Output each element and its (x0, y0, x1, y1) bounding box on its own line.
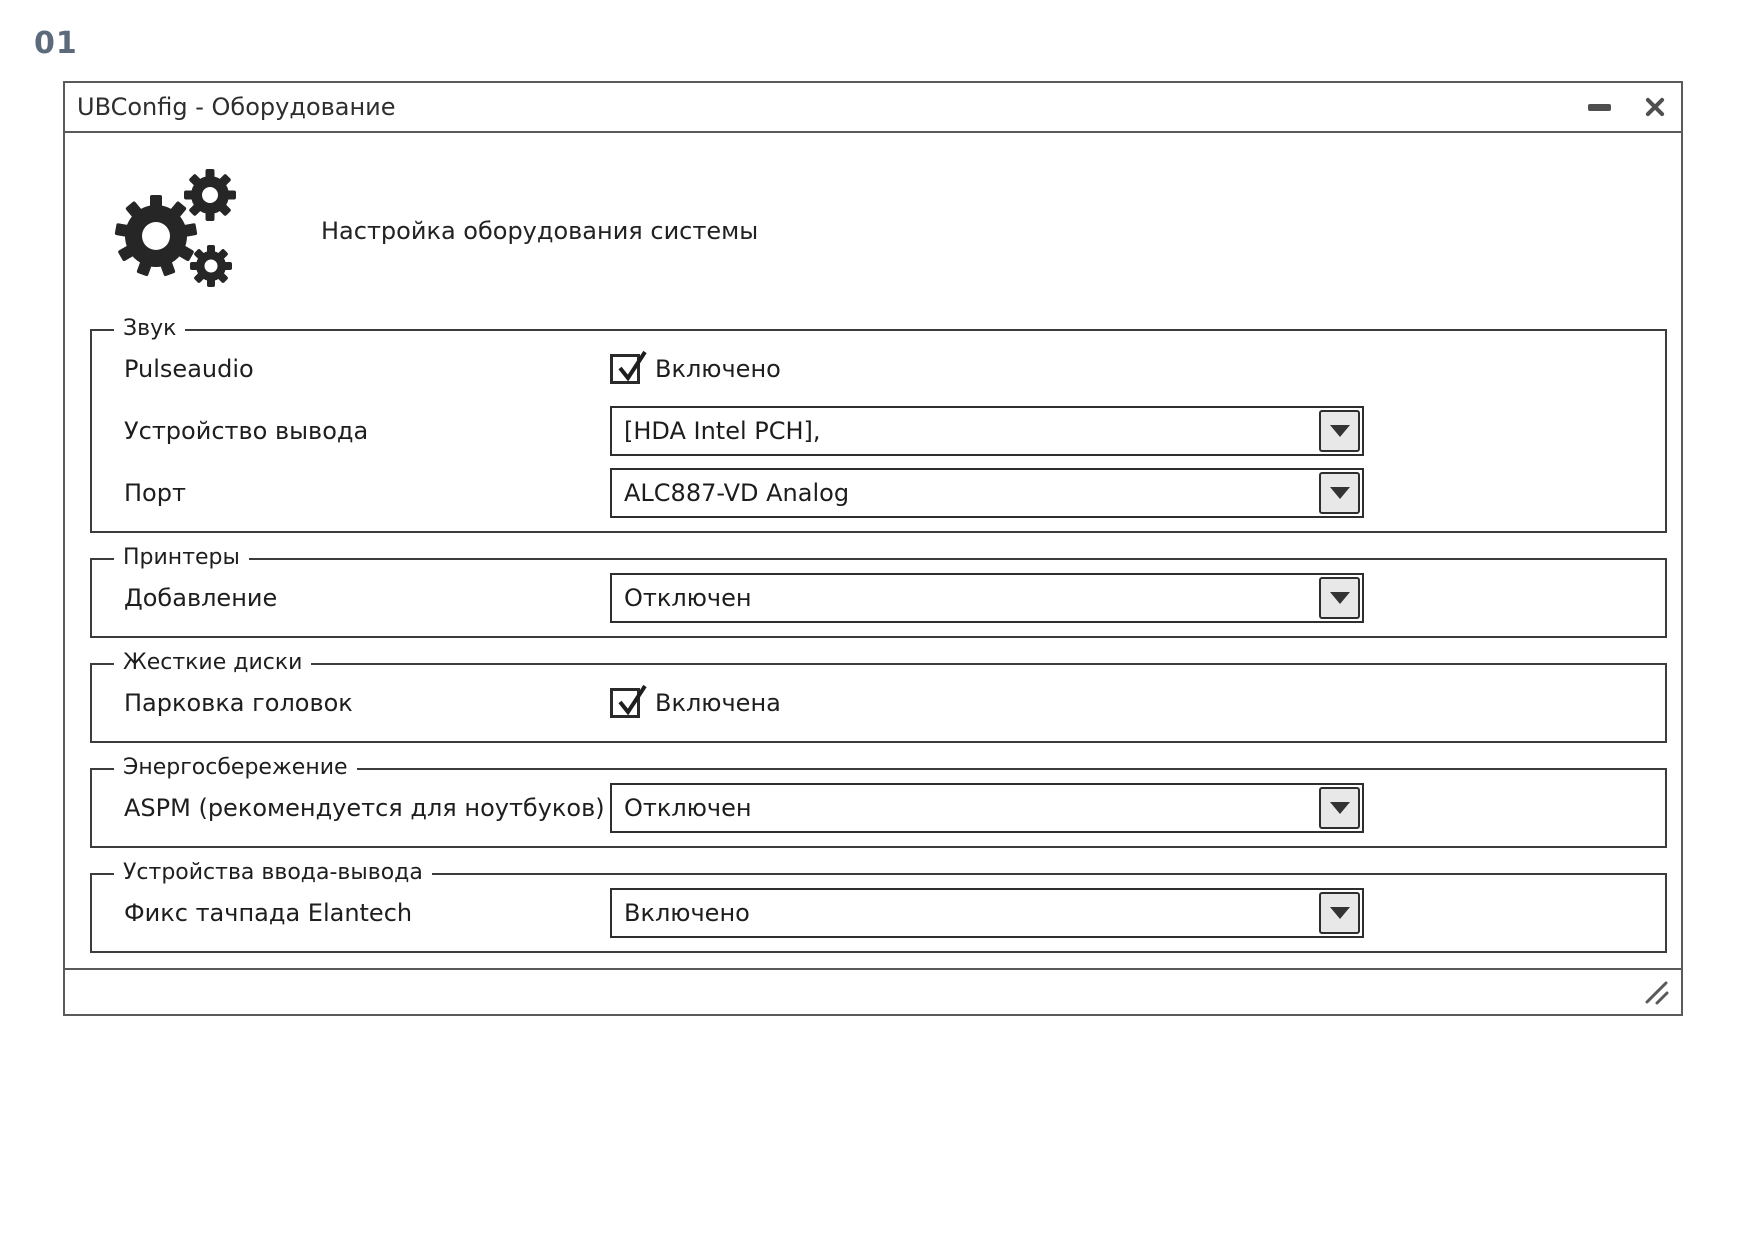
app-window (63, 81, 1683, 1016)
field-label: Фикс тачпада Elantech (124, 899, 413, 927)
dropdown-arrow-button[interactable] (1319, 892, 1360, 934)
group-legend: Принтеры (114, 545, 249, 570)
group-legend: Энергосбережение (114, 755, 357, 780)
dropdown-arrow-button[interactable] (1319, 410, 1360, 452)
group-legend: Устройства ввода-вывода (114, 860, 432, 885)
hero-caption: Настройка оборудования системы (321, 217, 759, 245)
dropdown-value: Отключен (624, 794, 752, 822)
chevron-down-icon (1330, 487, 1350, 499)
chevron-down-icon (1330, 592, 1350, 604)
field-label: Добавление (124, 584, 278, 612)
dropdown[interactable] (610, 573, 1364, 623)
field-label: Парковка головок (124, 689, 353, 717)
close-icon (1644, 96, 1666, 118)
dropdown-value: ALC887-VD Analog (624, 479, 850, 507)
window-title: UBConfig - Оборудование (77, 93, 396, 121)
field-label: Порт (124, 479, 186, 507)
dropdown-arrow-button[interactable] (1319, 472, 1360, 514)
checkbox-label: Включено (655, 355, 781, 383)
dropdown[interactable] (610, 783, 1364, 833)
settings-group (90, 316, 1667, 533)
checkbox[interactable] (610, 354, 640, 384)
checkbox[interactable] (610, 688, 640, 718)
dropdown[interactable] (610, 888, 1364, 938)
dropdown-arrow-button[interactable] (1319, 577, 1360, 619)
group-legend: Жесткие диски (114, 650, 311, 675)
minimize-icon (1588, 104, 1611, 111)
gears-icon (107, 160, 247, 302)
dropdown-value: Отключен (624, 584, 752, 612)
field-label: Pulseaudio (124, 355, 254, 383)
settings-groups (65, 316, 1681, 953)
field-label: Устройство вывода (124, 417, 369, 445)
checkmark-icon (614, 684, 648, 718)
form-row (92, 678, 1665, 728)
window-titlebar (65, 83, 1681, 133)
settings-group (90, 755, 1667, 848)
dropdown-arrow-button[interactable] (1319, 787, 1360, 829)
dropdown[interactable] (610, 406, 1364, 456)
chevron-down-icon (1330, 802, 1350, 814)
settings-group (90, 545, 1667, 638)
checkbox-label: Включена (655, 689, 781, 717)
form-row (92, 468, 1665, 518)
slide-index-label: 01 (34, 26, 78, 61)
form-row (92, 888, 1665, 938)
dropdown[interactable] (610, 468, 1364, 518)
status-bar (65, 968, 1681, 1014)
chevron-down-icon (1330, 425, 1350, 437)
dropdown-value: [HDA Intel PCH], (624, 417, 821, 445)
settings-group (90, 860, 1667, 953)
form-row (92, 406, 1665, 456)
settings-group (90, 650, 1667, 743)
form-row (92, 783, 1665, 833)
resize-grip-icon[interactable] (1643, 979, 1669, 1005)
group-legend: Звук (114, 316, 185, 341)
field-label: ASPM (рекомендуется для ноутбуков) (124, 794, 605, 822)
form-row (92, 573, 1665, 623)
close-button[interactable] (1635, 83, 1675, 131)
form-row (92, 344, 1665, 394)
minimize-button[interactable] (1579, 83, 1619, 131)
checkmark-icon (614, 350, 648, 384)
hero-section (65, 133, 1681, 329)
dropdown-value: Включено (624, 899, 750, 927)
chevron-down-icon (1330, 907, 1350, 919)
